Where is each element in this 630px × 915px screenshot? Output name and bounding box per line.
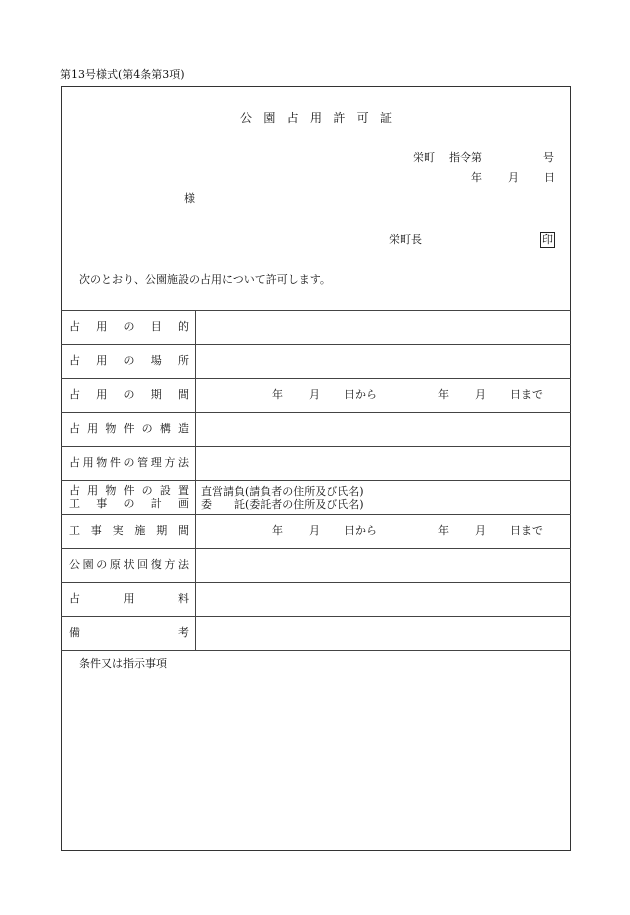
table-rule bbox=[61, 344, 571, 345]
addressee-suffix: 様 bbox=[184, 192, 195, 205]
row-label-location: 占用の場所 bbox=[69, 354, 189, 367]
construction-start-month: 月 bbox=[309, 524, 320, 537]
plan-option-entrusted: 委 託(委託者の住所及び氏名) bbox=[201, 498, 364, 511]
table-rule bbox=[61, 446, 571, 447]
issue-date-day: 日 bbox=[544, 171, 555, 184]
construction-end-day: 日まで bbox=[510, 524, 543, 537]
conditions-label: 条件又は指示事項 bbox=[79, 657, 167, 670]
issue-date-month: 月 bbox=[508, 171, 519, 184]
period-start-month: 月 bbox=[309, 388, 320, 401]
intro-text: 次のとおり、公園施設の占用について許可します。 bbox=[79, 273, 331, 286]
table-rule bbox=[61, 310, 571, 311]
row-label-purpose: 占用の目的 bbox=[69, 320, 189, 333]
form-number: 第13号様式(第4条第3項) bbox=[60, 68, 185, 81]
seal-mark: 印 bbox=[542, 233, 553, 246]
directive-prefix: 指令第 bbox=[449, 151, 482, 164]
number-suffix: 号 bbox=[543, 151, 554, 164]
row-label-structure: 占用物件の構造 bbox=[69, 422, 189, 435]
row-label-construction-period: 工事実施期間 bbox=[69, 524, 189, 537]
row-label-remarks: 備考 bbox=[69, 626, 189, 639]
construction-end-year: 年 bbox=[438, 524, 449, 537]
row-label-restoration: 公園の原状回復方法 bbox=[69, 558, 189, 571]
table-rule bbox=[61, 616, 571, 617]
row-label-period: 占用の期間 bbox=[69, 388, 189, 401]
construction-end-month: 月 bbox=[475, 524, 486, 537]
construction-start-year: 年 bbox=[272, 524, 283, 537]
plan-option-direct: 直営請負(請負者の住所及び氏名) bbox=[201, 485, 364, 498]
row-label-installation-line1: 占用物件の設置 bbox=[69, 484, 189, 497]
period-end-year: 年 bbox=[438, 388, 449, 401]
form-title: 公 園 占 用 許 可 証 bbox=[240, 111, 392, 125]
table-rule bbox=[61, 412, 571, 413]
issuer-office: 栄町 bbox=[413, 151, 435, 164]
table-rule bbox=[61, 378, 571, 379]
period-start-year: 年 bbox=[272, 388, 283, 401]
period-end-day: 日まで bbox=[510, 388, 543, 401]
row-label-management: 占用物件の管理方法 bbox=[69, 456, 189, 469]
period-end-month: 月 bbox=[475, 388, 486, 401]
label-column-divider bbox=[195, 310, 196, 650]
construction-start-day: 日から bbox=[344, 524, 377, 537]
row-label-fee: 占用料 bbox=[69, 592, 189, 605]
table-rule bbox=[61, 480, 571, 481]
table-rule bbox=[61, 514, 571, 515]
period-start-day: 日から bbox=[344, 388, 377, 401]
row-label-installation-line2: 工事の計画 bbox=[69, 497, 189, 510]
mayor-title: 栄町長 bbox=[389, 233, 422, 246]
issue-date-year: 年 bbox=[471, 171, 482, 184]
table-rule bbox=[61, 582, 571, 583]
table-rule bbox=[61, 548, 571, 549]
table-rule bbox=[61, 650, 571, 651]
